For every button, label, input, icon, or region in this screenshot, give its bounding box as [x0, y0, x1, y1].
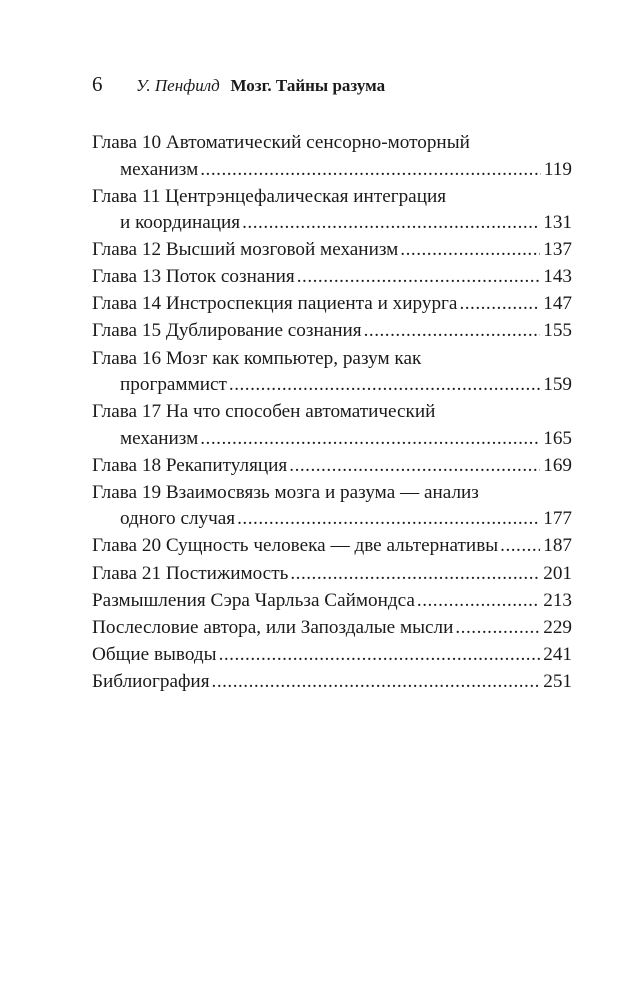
toc-entry: [92, 533, 572, 560]
toc-entry-title: механизм: [120, 158, 199, 180]
toc-entry: [92, 561, 572, 588]
toc-entry-title: одного случая: [120, 508, 236, 530]
toc-entry: [92, 642, 572, 669]
toc-entry-title: Глава 13 Поток сознания: [92, 266, 295, 288]
toc-entry-row: [92, 615, 572, 642]
toc-page-number: 159: [543, 374, 572, 396]
toc-page-number: 165: [543, 427, 572, 449]
toc-entry-title-line: Глава 17 На что способен автоматический: [92, 401, 436, 423]
toc-entry: [92, 264, 572, 291]
toc-entry: [92, 318, 572, 345]
toc-entry-row: [92, 453, 572, 480]
dot-leader: [289, 453, 540, 480]
table-of-contents: [92, 130, 572, 695]
toc-page-number: 119: [543, 158, 572, 180]
toc-entry: [92, 480, 572, 533]
dot-leader: [459, 291, 540, 318]
toc-entry-row: [92, 669, 572, 696]
toc-page-number: 251: [543, 670, 572, 692]
toc-entry-title-line: Глава 10 Автоматический сенсорно-моторный: [92, 132, 470, 153]
toc-entry-row: [92, 157, 572, 184]
toc-entry: [92, 399, 572, 452]
toc-entry-title: Послесловие автора, или Запоздалые мысли: [92, 616, 454, 638]
dot-leader: [400, 237, 540, 264]
toc-entry-row: [92, 318, 572, 345]
dot-leader: [237, 506, 540, 533]
toc-entry: [92, 453, 572, 480]
toc-page-number: 187: [543, 535, 572, 557]
toc-entry-title-line: Глава 11 Центрэнцефалическая интеграция: [92, 185, 447, 207]
toc-entry-row: [92, 210, 572, 237]
toc-page-number: 155: [543, 320, 572, 342]
dot-leader: [364, 318, 541, 345]
toc-entry-row: [92, 642, 572, 669]
toc-page-number: 229: [543, 616, 572, 638]
dot-leader: [290, 561, 540, 588]
toc-page-number: 241: [543, 643, 572, 665]
toc-entry-title: Библиография: [92, 670, 210, 692]
toc-entry-row: [92, 506, 572, 533]
toc-entry-title: и координация: [120, 212, 241, 234]
toc-page-number: 131: [543, 212, 572, 234]
toc-entry-title-line: Глава 19 Взаимосвязь мозга и разума — анализ: [92, 481, 479, 503]
toc-entry-title: программист: [120, 374, 227, 396]
dot-leader: [242, 210, 540, 237]
toc-entry-row: [92, 291, 572, 318]
toc-page-number: 147: [543, 293, 572, 315]
dot-leader: [297, 264, 540, 291]
toc-entry: [92, 346, 572, 399]
toc-entry: [92, 588, 572, 615]
toc-entry-row: [92, 561, 572, 588]
toc-entry: [92, 669, 572, 696]
toc-entry-title: механизм: [120, 427, 199, 449]
toc-entry-row: [92, 372, 572, 399]
toc-page-number: 201: [543, 562, 572, 584]
toc-entry-title-line: Глава 16 Мозг как компьютер, разум как: [92, 347, 422, 369]
toc-entry: [92, 615, 572, 642]
running-header-author: У. Пенфилд: [136, 76, 220, 95]
toc-entry: [92, 184, 572, 237]
toc-entry-title: Глава 15 Дублирование сознания: [92, 320, 362, 342]
running-header-title: Мозг. Тайны разума: [230, 76, 386, 95]
toc-entry-row: [92, 237, 572, 264]
toc-entry-title: Глава 18 Рекапитуляция: [92, 454, 288, 476]
toc-entry-row: [92, 264, 572, 291]
toc-page-number: 177: [543, 508, 572, 530]
toc-entry: [92, 130, 572, 183]
dot-leader: [200, 157, 541, 184]
running-header: [92, 70, 552, 98]
dot-leader: [417, 588, 540, 615]
dot-leader: [455, 615, 540, 642]
dot-leader: [500, 533, 540, 560]
toc-entry-title: Глава 12 Высший мозговой механизм: [92, 239, 399, 261]
toc-page-number: 213: [543, 589, 572, 611]
toc-entry-row: [92, 588, 572, 615]
toc-entry-title: Общие выводы: [92, 643, 217, 665]
toc-entry-title: Глава 20 Сущность человека — две альтернативы: [92, 535, 499, 557]
toc-entry-row: [92, 426, 572, 453]
toc-entry: [92, 291, 572, 318]
toc-page-number: 169: [543, 454, 572, 476]
toc-page-number: 143: [543, 266, 572, 288]
dot-leader: [200, 426, 540, 453]
toc-page-number: 137: [543, 239, 572, 261]
toc-entry-title: Глава 14 Инстроспекция пациента и хирурга: [92, 293, 458, 315]
toc-entry-title: Глава 21 Постижимость: [92, 562, 289, 584]
dot-leader: [212, 669, 541, 696]
dot-leader: [219, 642, 541, 669]
toc-entry: [92, 237, 572, 264]
toc-entry-row: [92, 533, 572, 560]
dot-leader: [229, 372, 540, 399]
page-number: 6: [92, 72, 103, 96]
toc-entry-title: Размышления Сэра Чарльза Саймондса: [92, 589, 415, 611]
